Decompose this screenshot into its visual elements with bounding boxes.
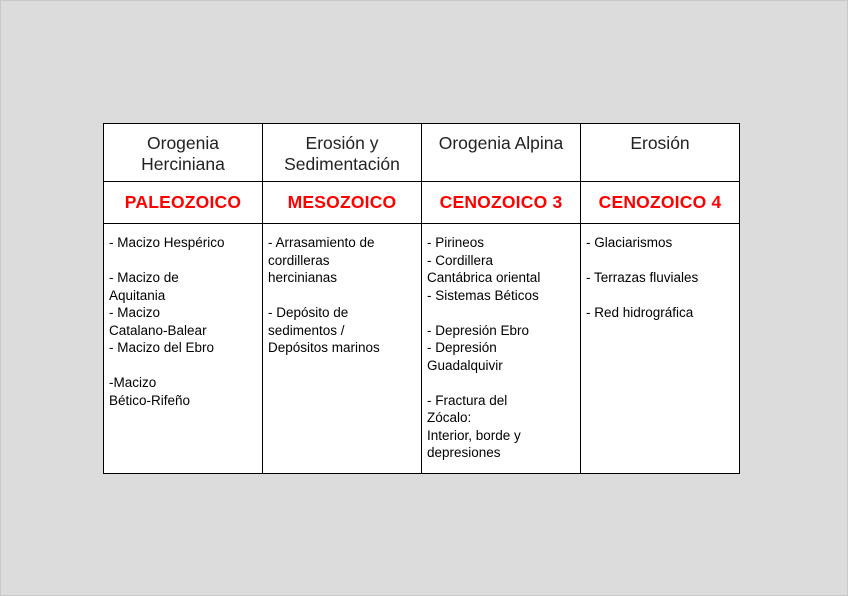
content-row xyxy=(104,224,740,474)
group-spacer xyxy=(268,287,417,305)
list-item: - Arrasamiento de cordilleras hercinianas xyxy=(268,235,375,285)
list-item: - Cordillera Cantábrica oriental xyxy=(427,252,541,285)
list-item: - Pirineos xyxy=(427,235,485,250)
heading-cell xyxy=(422,124,581,182)
list-item: - Macizo Hespérico xyxy=(109,235,225,250)
content-cell xyxy=(581,224,740,474)
era-row xyxy=(104,182,740,224)
group-spacer xyxy=(586,287,735,305)
heading-text: Orogenia Alpina xyxy=(438,133,564,153)
group-spacer xyxy=(427,374,576,392)
heading-row xyxy=(104,124,740,182)
list-item: - Depresión Guadalquivir xyxy=(427,340,503,373)
heading-cell xyxy=(104,124,263,182)
group-spacer xyxy=(109,252,258,270)
heading-text: Erosión y Sedimentación xyxy=(284,133,400,174)
list-item: - Macizo de Aquitania xyxy=(109,270,179,303)
list-item: - Fractura del Zócalo: Interior, borde y depresiones xyxy=(427,392,521,460)
list-item: - Sistemas Béticos xyxy=(427,287,539,303)
list-item: -Macizo Bético-Rifeño xyxy=(109,375,191,408)
list-item: - Macizo del Ebro xyxy=(109,340,215,355)
heading-cell xyxy=(581,124,740,182)
heading-text: Erosión xyxy=(630,133,690,153)
content-cell xyxy=(263,224,422,474)
content-cell xyxy=(422,224,581,474)
era-label: CENOZOICO 4 xyxy=(581,182,740,224)
era-label: PALEOZOICO xyxy=(104,182,263,224)
heading-text: Orogenia Herciniana xyxy=(141,133,225,174)
group-spacer xyxy=(586,252,735,270)
group-spacer xyxy=(427,304,576,322)
list-item: - Depósito de sedimentos / Depósitos marinos xyxy=(268,305,380,355)
list-item: - Macizo Catalano-Balear xyxy=(109,305,207,338)
list-item: - Red hidrográfica xyxy=(586,305,694,320)
list-item: - Terrazas fluviales xyxy=(586,270,699,285)
list-item: - Depresión Ebro xyxy=(427,322,530,338)
list-item: - Glaciarismos xyxy=(586,235,673,250)
era-label: CENOZOICO 3 xyxy=(422,182,581,224)
era-label: MESOZOICO xyxy=(263,182,422,224)
heading-cell xyxy=(263,124,422,182)
geology-table xyxy=(103,123,740,474)
content-cell xyxy=(104,224,263,474)
group-spacer xyxy=(109,357,258,375)
